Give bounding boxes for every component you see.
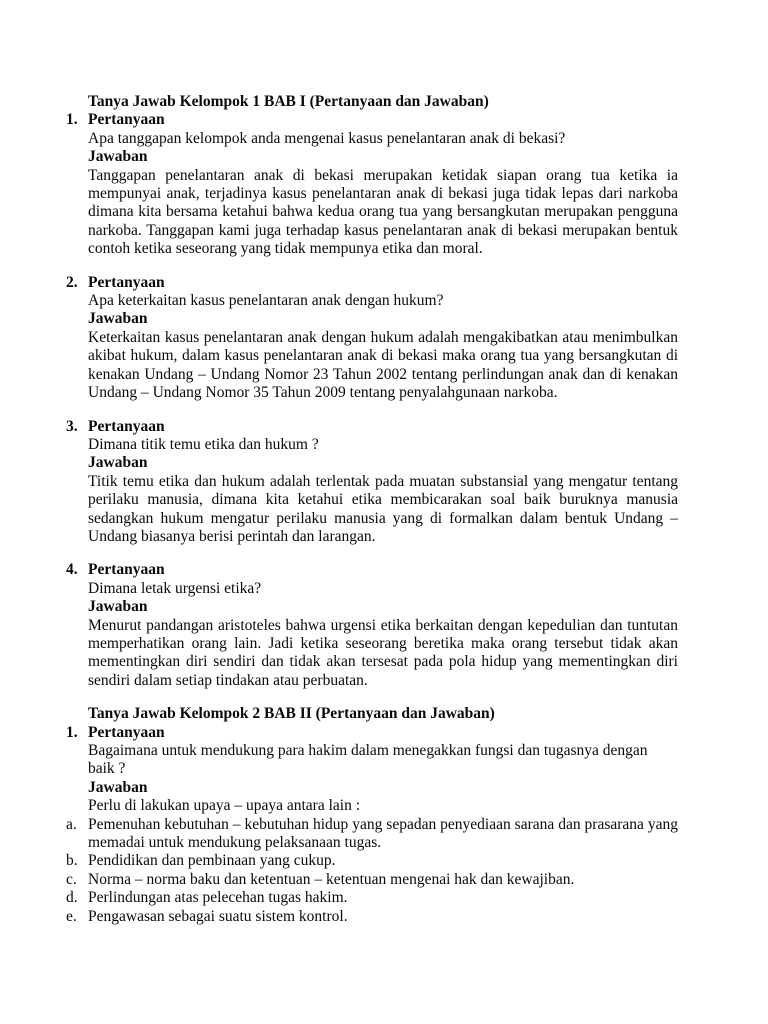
- item-number: 2.: [66, 273, 78, 291]
- item-number: 1.: [66, 111, 78, 129]
- question-text: Dimana letak urgensi etika?: [88, 579, 262, 597]
- answer-label: Jawaban: [88, 310, 148, 328]
- question-text: Dimana titik temu etika dan hukum ?: [88, 435, 319, 453]
- list-item-text: Pengawasan sebagai suatu sistem kontrol.: [88, 907, 348, 925]
- list-item-letter: d.: [66, 889, 78, 907]
- list-item-letter: b.: [66, 852, 78, 870]
- list-item: [66, 889, 678, 907]
- answer-intro-text: Perlu di lakukan upaya – upaya antara lain :: [88, 797, 361, 815]
- answer-sub-list: [66, 816, 678, 926]
- answer-text: Tanggapan penelantaran anak di bekasi merupakan ketidak siapan orang tua ketika ia mempunyai anak, terjadinya kasus penelantaran anak di bekasi juga tidak lepas dari narkoba dimana kita bersama ketahui bahwa kedua orang tua yang bersangkutan merupakan pengguna narkoba. Tanggapan kami juga terhadap kasus penelantaran anak di bekasi merupakan bentuk contoh ketika seseorang yang tidak mempunya etika dan moral.: [88, 166, 678, 258]
- question-label: Pertanyaan: [88, 417, 165, 435]
- qa-item-body: [88, 274, 678, 403]
- answer-text: Keterkaitan kasus penelantaran anak dengan hukum adalah mengakibatkan atau menimbulkan akibat hukum, dalam kasus penelantaran anak di bekasi maka orang tua yang bersangkutan di kenakan Undang – Undang Nomor 23 Tahun 2002 tentang perlindungan anak dan di kenakan Undang – Undang Nomor 35 Tahun 2009 tentang penyalahgunaan narkoba.: [88, 328, 678, 402]
- question-label: Pertanyaan: [88, 561, 165, 579]
- item-number: 1.: [66, 723, 78, 741]
- qa-item: [66, 561, 678, 690]
- answer-text: Titik temu etika dan hukum adalah terlentak pada muatan substansial yang mengatur tentang perilaku manusia, dimana kita ketahui etika membicarakan soal baik buruknya manusia sedangkan hukum mengatur perilaku manusia yang di formalkan dalam bentuk Undang – Undang biasanya berisi perintah dan larangan.: [88, 472, 678, 545]
- list-item-text: Norma – norma baku dan ketentuan – ketentuan mengenai hak dan kewajiban.: [88, 870, 575, 888]
- list-item: [66, 908, 678, 926]
- answer-text: Menurut pandangan aristoteles bahwa urgensi etika berkaitan dengan kepedulian dan tuntutan memperhatikan orang lain. Jadi ketika seseorang beretika maka orang tersebut tidak akan mementingkan diri sendiri dan tidak akan tersesat pada pola hidup yang mementingkan diri sendiri dalam setiap tindakan atau perbuatan.: [88, 616, 678, 689]
- qa-item-body: [66, 723, 678, 926]
- item-number: 3.: [66, 417, 78, 435]
- list-item-text: Pendidikan dan pembinaan yang cukup.: [88, 852, 336, 870]
- answer-label: Jawaban: [88, 454, 148, 472]
- question-label: Pertanyaan: [88, 723, 165, 741]
- list-item: [66, 816, 678, 853]
- list-item-letter: a.: [66, 815, 77, 833]
- list-item-text: Perlindungan atas pelecehan tugas hakim.: [88, 889, 348, 907]
- item-number: 4.: [66, 561, 78, 579]
- list-item: [66, 852, 678, 870]
- list-item-text: Pemenuhan kebutuhan – kebutuhan hidup yang sepadan penyediaan sarana dan prasarana yang memadai untuk mendukung pelaksanaan tugas.: [88, 815, 678, 852]
- qa-item-body: [88, 561, 678, 690]
- qa-item-body: [88, 418, 678, 547]
- answer-label: Jawaban: [88, 148, 148, 166]
- group-title: Tanya Jawab Kelompok 2 BAB II (Pertanyaan dan Jawaban): [88, 705, 495, 723]
- qa-group-2: [66, 705, 678, 926]
- group-title: Tanya Jawab Kelompok 1 BAB I (Pertanyaan dan Jawaban): [88, 93, 489, 110]
- question-text: Apa tanggapan kelompok anda mengenai kasus penelantaran anak di bekasi?: [88, 129, 566, 147]
- qa-item-body: [88, 111, 678, 258]
- list-item-letter: e.: [66, 907, 77, 925]
- qa-item: [66, 274, 678, 403]
- list-item-letter: c.: [66, 870, 77, 888]
- qa-group-1: [66, 93, 678, 690]
- qa-item: [66, 111, 678, 258]
- answer-label: Jawaban: [88, 598, 148, 616]
- question-label: Pertanyaan: [88, 111, 165, 129]
- question-text: Bagaimana untuk mendukung para hakim dalam menegakkan fungsi dan tugasnya dengan baik ?: [88, 742, 648, 778]
- answer-label: Jawaban: [88, 778, 148, 796]
- question-label: Pertanyaan: [88, 273, 165, 291]
- list-item: [66, 871, 678, 889]
- qa-item: [66, 724, 678, 926]
- qa-item: [66, 418, 678, 547]
- question-text: Apa keterkaitan kasus penelantaran anak dengan hukum?: [88, 292, 444, 310]
